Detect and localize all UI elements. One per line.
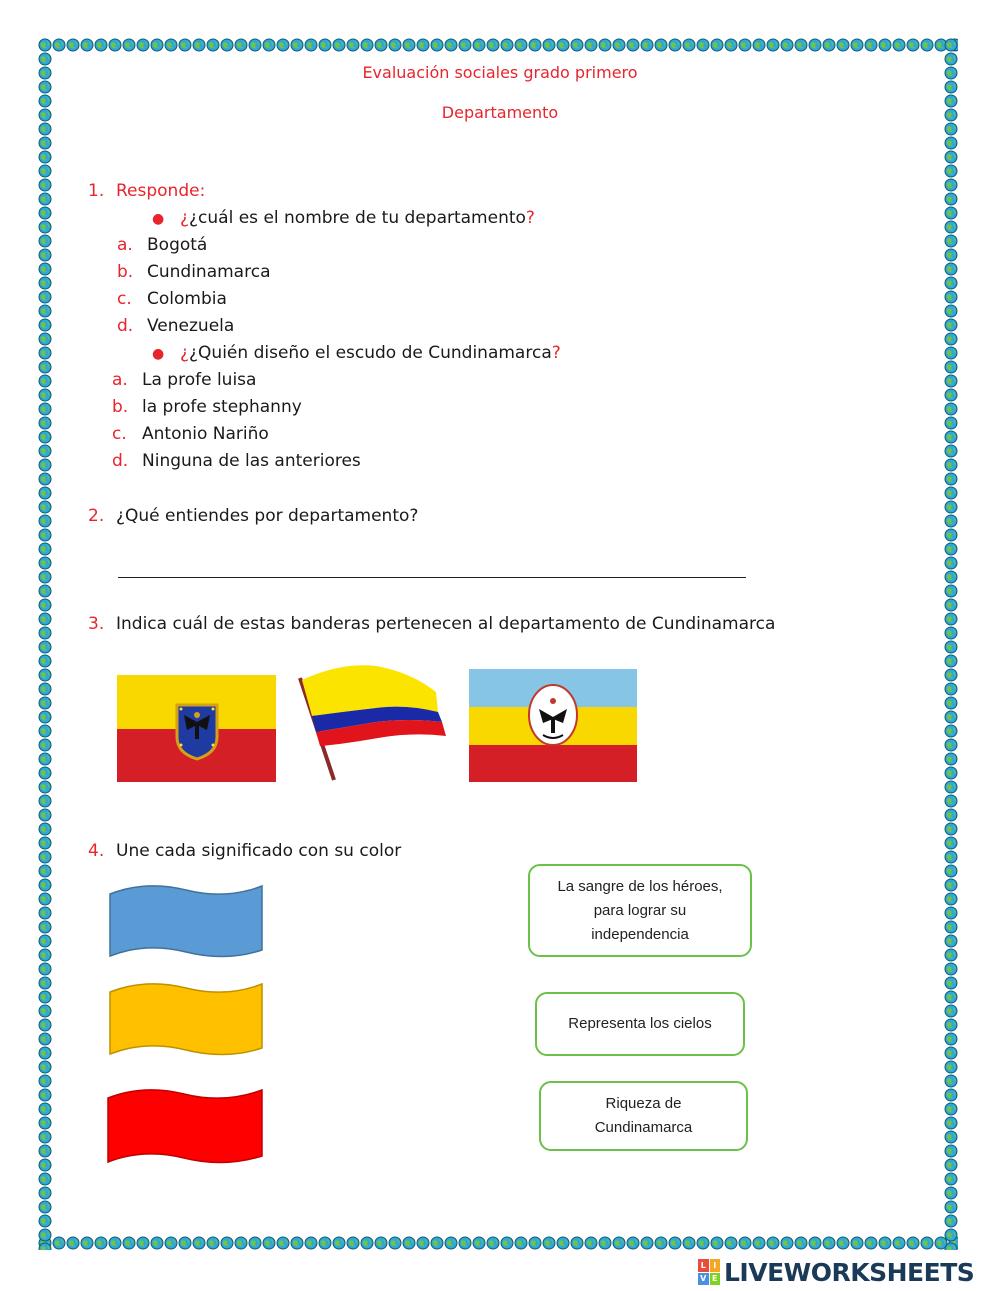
option-c[interactable]: c. Colombia	[117, 289, 227, 309]
q1-part2-question: ● ¿¿Quién diseño el escudo de Cundinamarca?	[152, 343, 561, 363]
question-number: 1.	[88, 181, 105, 201]
question-number: 2.	[88, 506, 105, 526]
cundinamarca-shield-icon	[529, 685, 577, 745]
option-d[interactable]: d. Venezuela	[117, 316, 235, 336]
meaning-box-1[interactable]: La sangre de los héroes, para lograr su independencia	[528, 864, 752, 957]
question-number: 3.	[88, 614, 105, 634]
option-a[interactable]: a. Bogotá	[117, 235, 208, 255]
question-text: Indica cuál de estas banderas pertenecen al departamento de Cundinamarca	[116, 614, 776, 634]
border-left	[38, 38, 52, 1250]
meaning-box-3[interactable]: Riqueza de Cundinamarca	[539, 1081, 748, 1151]
logo-text: LIVEWORKSHEETS	[724, 1257, 975, 1287]
page-subtitle: Departamento	[441, 103, 559, 122]
liveworksheets-logo[interactable]	[698, 1257, 974, 1287]
color-swatch-blue[interactable]	[106, 880, 266, 962]
option-d[interactable]: d. Ninguna de las anteriores	[112, 451, 361, 471]
question-label: Responde:	[116, 181, 206, 201]
answer-line[interactable]	[118, 577, 746, 578]
question-number: 4.	[88, 841, 105, 861]
bullet-icon: ●	[152, 211, 165, 227]
bogota-shield-icon	[177, 705, 217, 759]
question-3	[88, 614, 775, 634]
border-top	[38, 38, 958, 52]
option-b[interactable]: b. la profe stephanny	[112, 397, 302, 417]
option-a[interactable]: a. La profe luisa	[112, 370, 257, 390]
option-b[interactable]: b. Cundinamarca	[117, 262, 271, 282]
question-text: Une cada significado con su color	[116, 841, 402, 861]
flag-bogota[interactable]	[117, 675, 276, 782]
question-text: ¿Qué entiendes por departamento?	[116, 506, 419, 526]
q1-part1-question: ● ¿¿cuál es el nombre de tu departamento?	[152, 208, 535, 228]
flag-cundinamarca[interactable]	[469, 669, 637, 782]
bullet-icon: ●	[152, 346, 165, 362]
question-4	[88, 841, 401, 861]
color-swatch-red[interactable]	[104, 1084, 266, 1168]
page-title: Evaluación sociales grado primero	[362, 63, 638, 82]
border-right	[944, 38, 958, 1250]
border-bottom	[38, 1236, 958, 1250]
logo-badge-icon: L I V E	[698, 1259, 720, 1285]
question-2	[88, 506, 418, 526]
meaning-box-2[interactable]: Representa los cielos	[535, 992, 745, 1056]
color-swatch-yellow[interactable]	[106, 978, 266, 1060]
question-1	[88, 181, 205, 201]
flag-colombia[interactable]	[296, 660, 451, 785]
option-c[interactable]: c. Antonio Nariño	[112, 424, 269, 444]
